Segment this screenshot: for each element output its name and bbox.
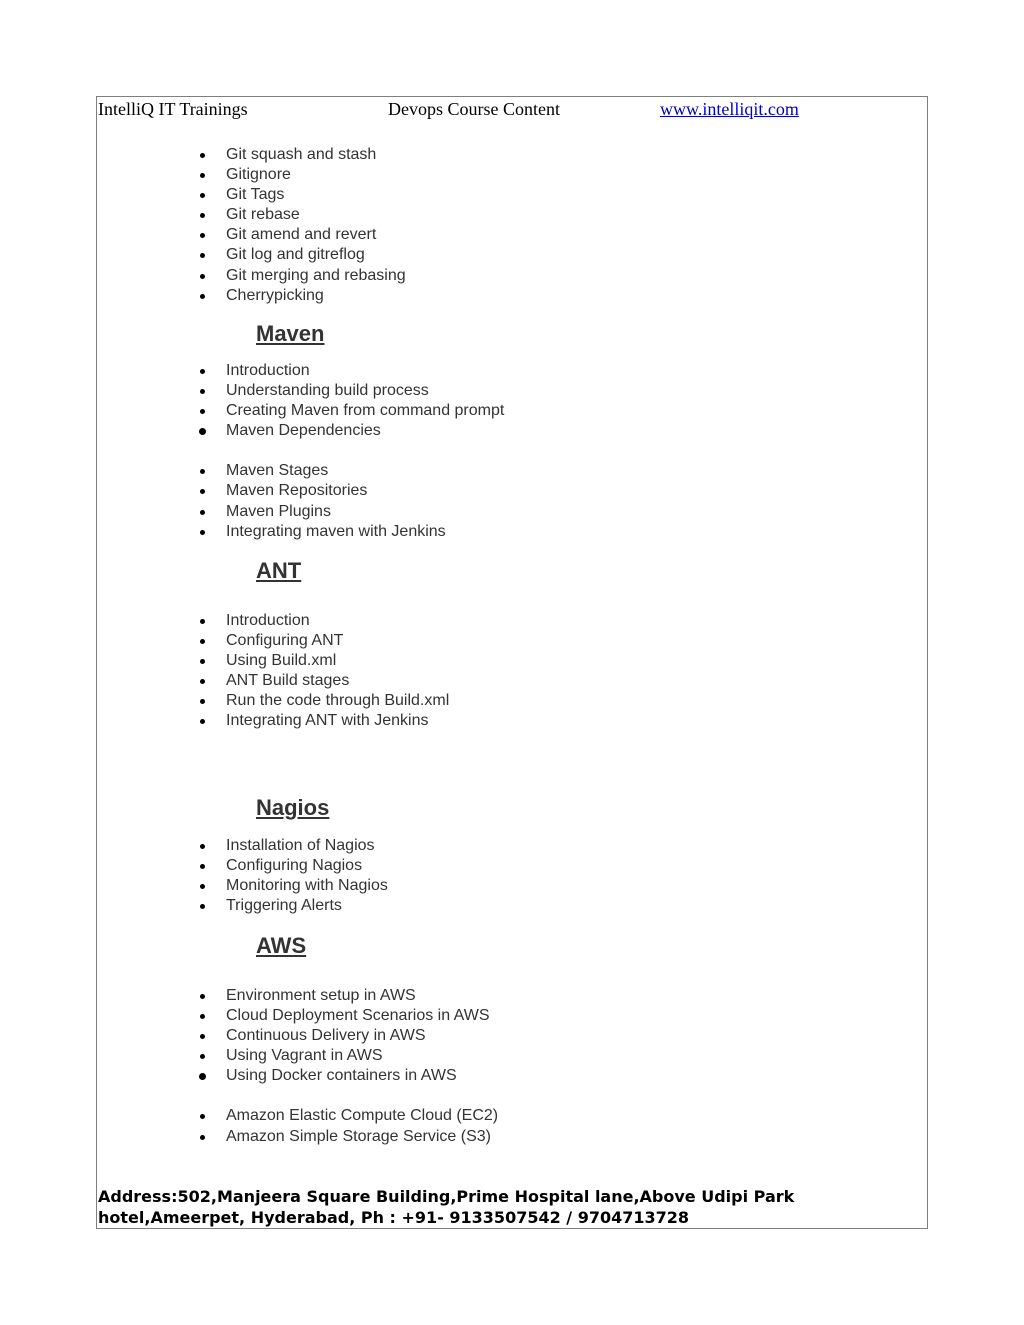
- section-heading-maven: Maven: [256, 321, 325, 346]
- list-item: Introduction: [200, 361, 504, 381]
- header-company-name: IntelliQ IT Trainings: [98, 99, 248, 119]
- list-item: Run the code through Build.xml: [200, 691, 449, 711]
- section-heading-nagios: Nagios: [256, 795, 330, 820]
- list-item: Gitignore: [200, 165, 406, 185]
- list-item: Git rebase: [200, 205, 406, 225]
- list-item: Amazon Simple Storage Service (S3): [200, 1127, 498, 1147]
- list-item: Installation of Nagios: [200, 836, 388, 856]
- list-item: Maven Dependencies: [200, 421, 504, 441]
- footer-address: Address:502,Manjeera Square Building,Prime Hospital lane,Above Udipi Park hotel,Ameerpet, Hyderabad, Ph : +91- 9133507542 / 9704713728: [98, 1187, 795, 1227]
- git-topic-list: [200, 145, 406, 306]
- list-item: Continuous Delivery in AWS: [200, 1026, 498, 1046]
- list-item: Git merging and rebasing: [200, 266, 406, 286]
- list-item: ANT Build stages: [200, 671, 449, 691]
- list-item: Maven Plugins: [200, 502, 504, 522]
- nagios-topic-list: [200, 836, 388, 916]
- list-item: Cloud Deployment Scenarios in AWS: [200, 1006, 498, 1026]
- list-item: Understanding build process: [200, 381, 504, 401]
- list-item: Environment setup in AWS: [200, 986, 498, 1006]
- list-item: Maven Repositories: [200, 481, 504, 501]
- list-item: Integrating maven with Jenkins: [200, 522, 504, 542]
- list-item: Amazon Elastic Compute Cloud (EC2): [200, 1106, 498, 1126]
- header-website-link[interactable]: www.intelliqit.com: [660, 99, 799, 119]
- list-item: Git Tags: [200, 185, 406, 205]
- list-item: Git amend and revert: [200, 225, 406, 245]
- list-item: Git log and gitreflog: [200, 245, 406, 265]
- list-item: Git squash and stash: [200, 145, 406, 165]
- list-item: Maven Stages: [200, 461, 504, 481]
- list-item: Using Vagrant in AWS: [200, 1046, 498, 1066]
- list-item: Using Build.xml: [200, 651, 449, 671]
- maven-topic-list: [200, 361, 504, 542]
- list-item: Monitoring with Nagios: [200, 876, 388, 896]
- aws-topic-list: [200, 986, 498, 1147]
- header-course-title: Devops Course Content: [388, 99, 560, 119]
- list-item: Configuring ANT: [200, 631, 449, 651]
- list-item: Cherrypicking: [200, 286, 406, 306]
- list-item: Using Docker containers in AWS: [200, 1066, 498, 1086]
- section-heading-ant: ANT: [256, 558, 302, 583]
- list-item: Integrating ANT with Jenkins: [200, 711, 449, 731]
- list-item: Triggering Alerts: [200, 896, 388, 916]
- list-item: Creating Maven from command prompt: [200, 401, 504, 421]
- list-item: Introduction: [200, 611, 449, 631]
- list-item: Configuring Nagios: [200, 856, 388, 876]
- ant-topic-list: [200, 611, 449, 732]
- section-heading-aws: AWS: [256, 933, 307, 958]
